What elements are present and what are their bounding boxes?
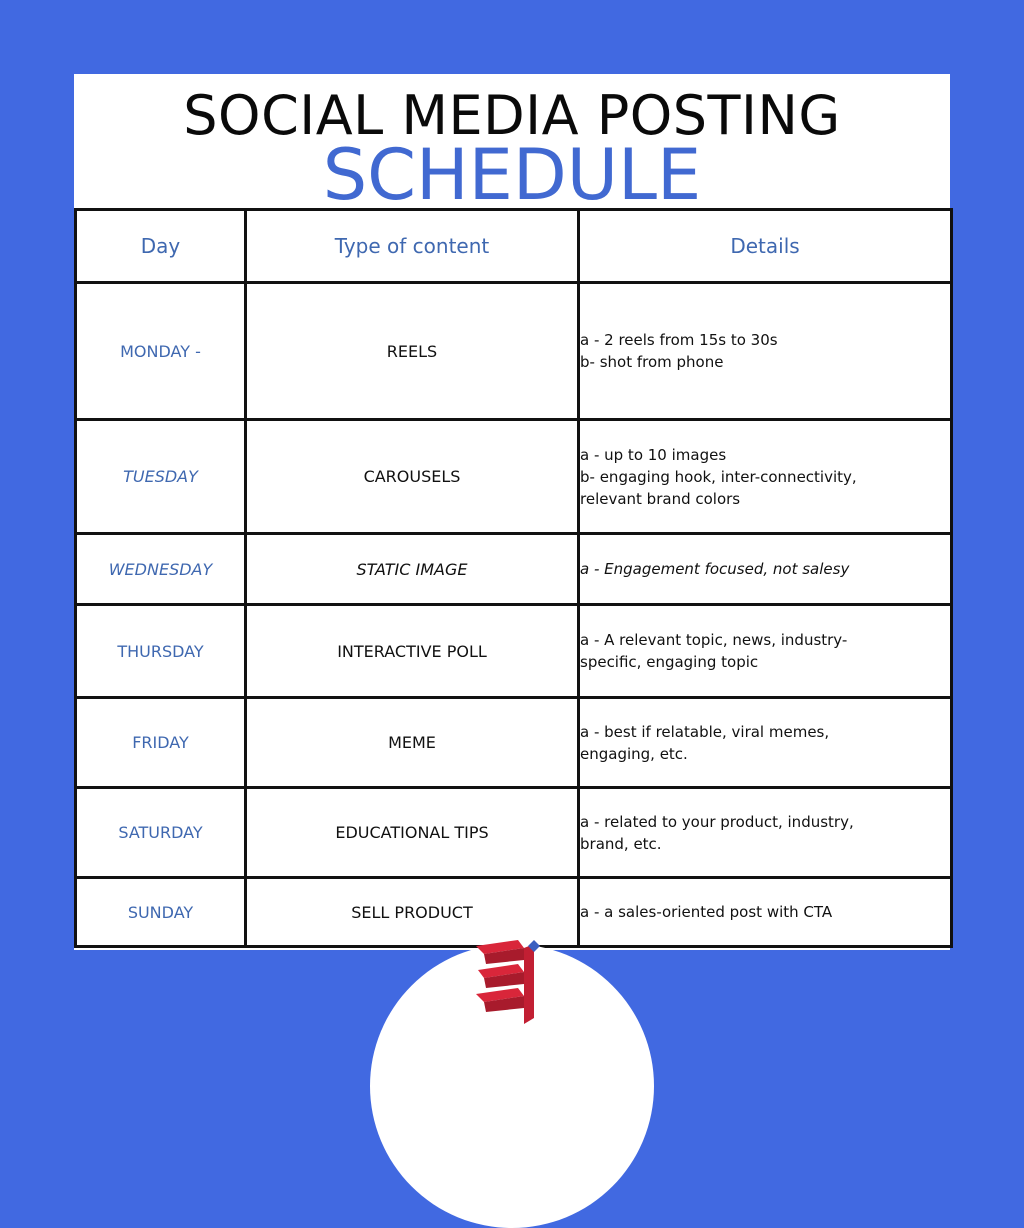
- details-cell: [579, 878, 952, 947]
- details-cell: [579, 420, 952, 534]
- table-row: [76, 283, 952, 420]
- page-subtitle: SCHEDULE: [322, 134, 702, 216]
- page-title: SOCIAL MEDIA POSTING: [183, 84, 841, 147]
- details-cell: [579, 605, 952, 698]
- detail-line: a - up to 10 images: [580, 445, 727, 464]
- detail-line: b- shot from phone: [580, 353, 724, 371]
- table-row: [76, 788, 952, 878]
- day-cell: TUESDAY: [76, 420, 246, 534]
- detail-line: brand, etc.: [580, 834, 662, 853]
- detail-line: specific, engaging topic: [580, 653, 759, 671]
- day-cell: THURSDAY: [76, 605, 246, 698]
- content-type-cell: REELS: [246, 283, 579, 420]
- day-cell: SATURDAY: [76, 788, 246, 878]
- details-cell: [579, 788, 952, 878]
- detail-line: a - a sales-oriented post with CTA: [580, 903, 833, 921]
- detail-line: engaging, etc.: [580, 744, 688, 763]
- detail-line: a - A relevant topic, news, industry-: [580, 631, 848, 649]
- table-row: [76, 534, 952, 605]
- brand-logo-icon: [472, 938, 552, 1024]
- content-type-cell: MEME: [246, 698, 579, 788]
- day-cell: SUNDAY: [76, 878, 246, 947]
- column-header-type: Type of content: [246, 210, 579, 283]
- schedule-card: [74, 74, 950, 950]
- table-header-row: [76, 210, 952, 283]
- content-type-cell: INTERACTIVE POLL: [246, 605, 579, 698]
- table-row: [76, 698, 952, 788]
- detail-line: relevant brand colors: [580, 489, 741, 508]
- detail-line: b- engaging hook, inter-connectivity,: [580, 467, 857, 486]
- detail-line: a - related to your product, industry,: [580, 812, 854, 831]
- day-cell: MONDAY -: [76, 283, 246, 420]
- details-cell: [579, 698, 952, 788]
- details-cell: [579, 283, 952, 420]
- table-row: [76, 605, 952, 698]
- detail-line: a - Engagement focused, not salesy: [580, 560, 850, 578]
- title-block: [74, 74, 950, 216]
- column-header-details: Details: [579, 210, 952, 283]
- content-type-cell: CAROUSELS: [246, 420, 579, 534]
- content-type-cell: SELL PRODUCT: [246, 878, 579, 947]
- column-header-day: Day: [76, 210, 246, 283]
- schedule-table: [74, 208, 953, 948]
- day-cell: WEDNESDAY: [76, 534, 246, 605]
- day-cell: FRIDAY: [76, 698, 246, 788]
- content-type-cell: STATIC IMAGE: [246, 534, 579, 605]
- content-type-cell: EDUCATIONAL TIPS: [246, 788, 579, 878]
- table-row: [76, 420, 952, 534]
- detail-line: a - 2 reels from 15s to 30s: [580, 331, 778, 349]
- table-row: [76, 878, 952, 947]
- detail-line: a - best if relatable, viral memes,: [580, 722, 830, 741]
- details-cell: [579, 534, 952, 605]
